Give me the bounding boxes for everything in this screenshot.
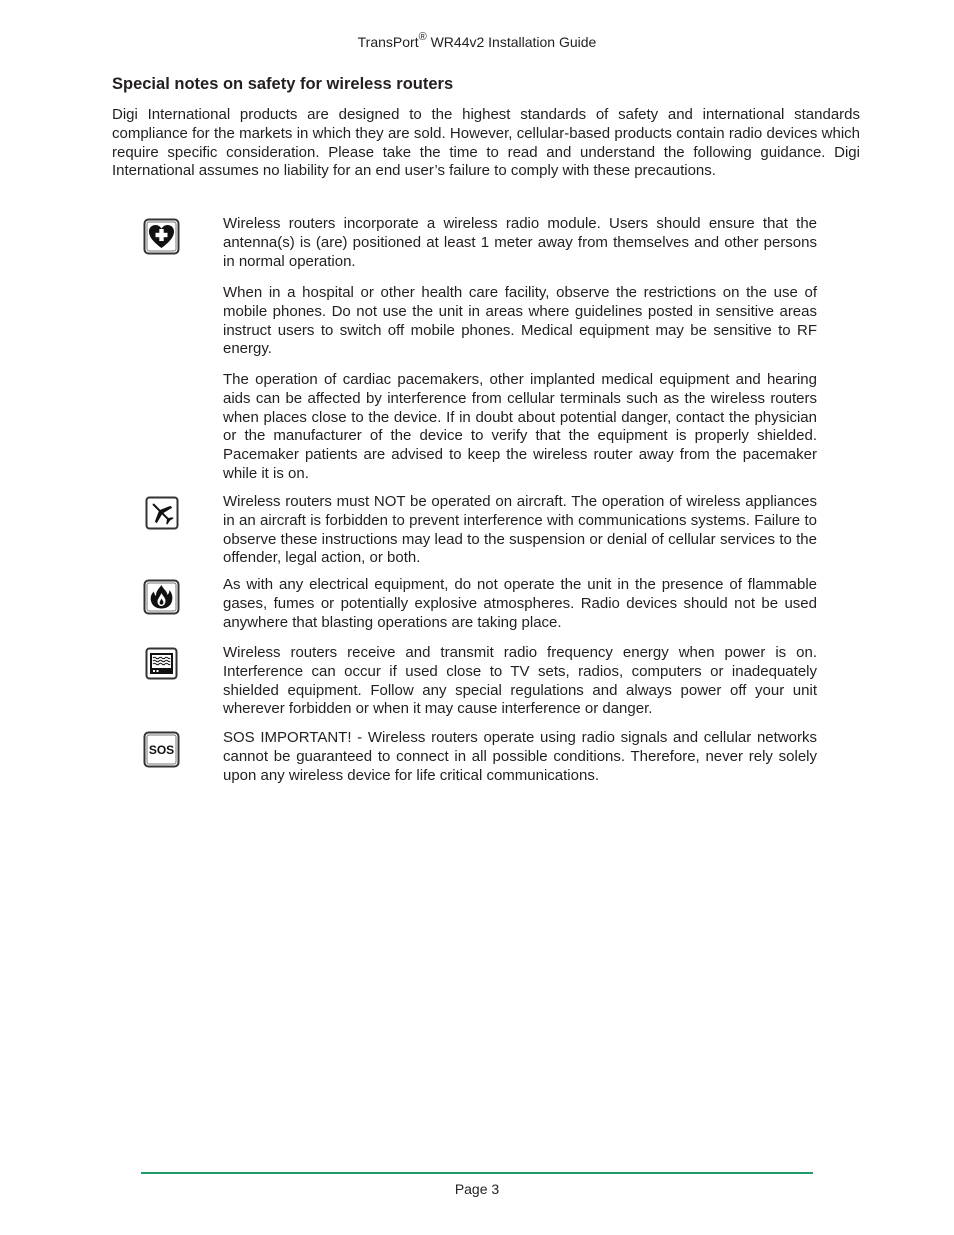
section-title: Special notes on safety for wireless routers [112, 75, 454, 93]
header-product: TransPort [357, 34, 419, 50]
note-paragraph: Wireless routers receive and transmit radio frequency energy when power is on. Interference can occur if used close to TV sets, radios, computers or inadequately shielded equipment. Follow any special regulations and always power off your unit wherever forbidden or when it may cause interference or danger. [223, 644, 817, 718]
page-number: Page 3 [454, 1181, 500, 1197]
footer-rule [141, 1172, 813, 1174]
note-paragraph: When in a hospital or other health care facility, observe the restrictions on the use of mobile phones. Do not use the unit in areas where guidelines posted in sensitive areas instruct users to switch off mobile phones. Medical equipment may be sensitive to RF energy. [223, 284, 817, 358]
flammable-fire-icon [143, 579, 180, 615]
registered-mark: ® [418, 31, 427, 44]
intro-paragraph: Digi International products are designed to the highest standards of safety and international standards compliance for the markets in which they are sold. However, cellular-based products contain radio devices which require specific consideration. Please take the time to read and understand the following guidance. Digi International assumes no liability for an end user’s failure to comply with these precautions. [112, 106, 860, 180]
header-rest: WR44v2 Installation Guide [426, 34, 597, 50]
aircraft-icon [145, 496, 179, 530]
sos-icon [143, 731, 180, 768]
tv-interference-icon [145, 647, 178, 680]
note-paragraph: The operation of cardiac pacemakers, other implanted medical equipment and hearing aids can be affected by interference from cellular terminals such as the wireless routers when places close to the device. If in doubt about potential danger, contact the physician or the manufacturer of the device to verify that the equipment is properly shielded. Pacemaker patients are advised to keep the wireless router away from the pacemaker while it is on. [223, 371, 817, 482]
page-header [0, 33, 954, 51]
note-paragraph: Wireless routers must NOT be operated on aircraft. The operation of wireless appliances in an aircraft is forbidden to prevent interference with communications systems. Failure to observe these instructions may lead to the suspension or denial of cellular services to the offender, legal action, or both. [223, 493, 817, 567]
sos-icon-label: SOS [148, 743, 175, 757]
note-paragraph: Wireless routers incorporate a wireless radio module. Users should ensure that the antenna(s) is (are) positioned at least 1 meter away from themselves and other persons in normal operation. [223, 215, 817, 270]
note-paragraph: As with any electrical equipment, do not operate the unit in the presence of flammable gases, fumes or potentially explosive atmospheres. Radio devices should not be used anywhere that blasting operations are taking place. [223, 576, 817, 631]
note-paragraph: SOS IMPORTANT! - Wireless routers operate using radio signals and cellular networks cannot be guaranteed to connect in all possible conditions. Therefore, never rely solely upon any wireless device for life critical communications. [223, 729, 817, 784]
medical-heart-icon [143, 218, 180, 255]
